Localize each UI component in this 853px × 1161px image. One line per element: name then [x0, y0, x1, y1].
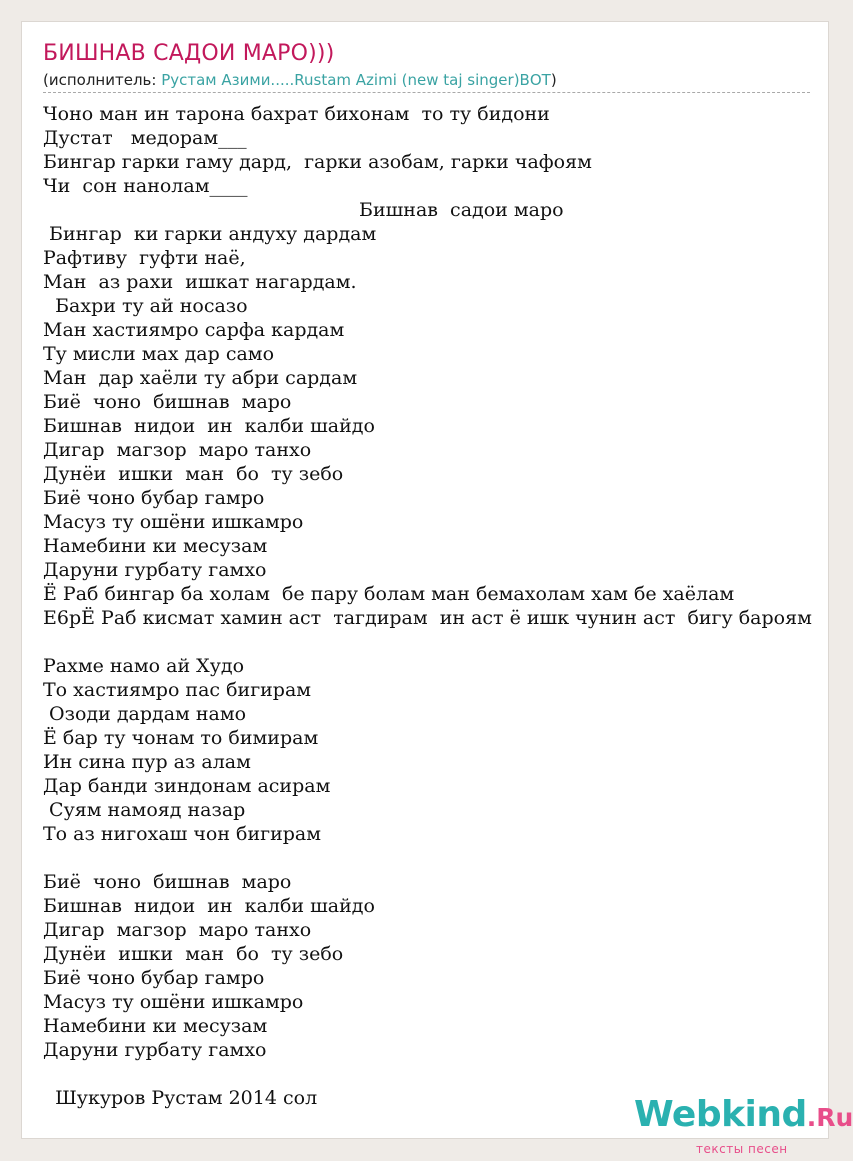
lyric-line: Чоно ман ин тарона бахрат бихонам то ту бидони: [43, 103, 550, 125]
lyric-line: Бахри ту ай носазо: [43, 295, 248, 317]
lyric-line: Бингар ки гарки андуху дардам: [43, 223, 377, 245]
lyric-line: Суям намояд назар: [43, 799, 246, 821]
lyric-line: Рахме намо ай Худо: [43, 655, 245, 677]
site-logo[interactable]: [634, 1094, 853, 1156]
lyric-line: Дигар магзор маро танхо: [43, 439, 312, 461]
lyric-line: Дунёи ишки ман бо ту зебо: [43, 463, 344, 485]
lyric-line: Бишнав нидои ин калби шайдо: [43, 895, 375, 917]
lyric-line: Бингар гарки гаму дард, гарки азобам, гарки чафоям: [43, 151, 592, 173]
lyric-line: Ё бар ту чонам то бимирам: [43, 727, 319, 749]
lyric-line: Дунёи ишки ман бо ту зебо: [43, 943, 344, 965]
lyric-line: Ман дар хаёли ту абри сардам: [43, 367, 358, 389]
song-card: [21, 21, 853, 1156]
artist-prefix: (исполнитель:: [43, 71, 162, 89]
lyric-line: Ман хастиямро сарфа кардам: [43, 319, 345, 341]
lyric-line: Биё чоно бишнав маро: [43, 871, 292, 893]
lyric-line: Дар банди зиндонам асирам: [43, 775, 331, 797]
lyric-line: Ту мисли мах дар само: [43, 343, 275, 365]
lyric-line: Бишнав нидои ин калби шайдо: [43, 415, 375, 437]
lyric-line: То аз нигохаш чон бигирам: [43, 823, 322, 845]
lyric-line: Масуз ту ошёни ишкамро: [43, 511, 304, 533]
lyric-line: Е6рЁ Раб кисмат хамин аст тагдирам ин аст ё ишк чунин аст бигу бароям: [43, 607, 812, 629]
lyric-line: Ё Раб бингар ба холам бе пару болам ман бемахолам хам бе хаёлам: [43, 583, 735, 605]
logo-tld: .Ru: [806, 1103, 853, 1132]
lyric-line: Чи сон нанолам____: [43, 175, 248, 197]
logo-brand: Webkind: [634, 1094, 807, 1135]
lyric-line: Ин сина пур аз алам: [43, 751, 251, 773]
artist-link[interactable]: Рустам Азими.....Rustam Azimi (new taj singer)ВОТ: [161, 71, 551, 89]
lyric-line: Дигар магзор маро танхо: [43, 919, 312, 941]
lyric-line: То хастиямро пас бигирам: [43, 679, 312, 701]
lyric-line: Озоди дардам намо: [43, 703, 247, 725]
artist-suffix: ): [550, 71, 557, 89]
logo-tagline: тексты песен: [696, 1142, 788, 1156]
song-title: БИШНАВ САДОИ МАРО))): [43, 41, 335, 66]
lyric-line: Даруни гурбату гамхо: [43, 559, 267, 581]
lyric-line: Даруни гурбату гамхо: [43, 1039, 267, 1061]
lyric-line: Бишнав садои маро: [359, 199, 564, 221]
lyric-line: Биё чоно бубар гамро: [43, 487, 265, 509]
lyric-line: Намебини ки месузам: [43, 535, 268, 557]
lyric-line: Дустат медорам___: [43, 127, 247, 149]
lyric-line: Ман аз рахи ишкат нагардам.: [43, 271, 357, 293]
lyric-line: [43, 846, 812, 870]
lyric-line: Масуз ту ошёни ишкамро: [43, 991, 304, 1013]
lyric-line: Биё чоно бубар гамро: [43, 967, 265, 989]
artist-line: [43, 71, 810, 93]
lyric-line: Намебини ки месузам: [43, 1015, 268, 1037]
lyric-line: [43, 1062, 812, 1086]
lyric-line: Шукуров Рустам 2014 сол: [43, 1087, 318, 1109]
lyric-line: Рафтиву гуфти наё,: [43, 247, 246, 269]
lyric-line: [43, 630, 812, 654]
lyrics-block: [43, 102, 812, 1110]
lyric-line: Биё чоно бишнав маро: [43, 391, 292, 413]
